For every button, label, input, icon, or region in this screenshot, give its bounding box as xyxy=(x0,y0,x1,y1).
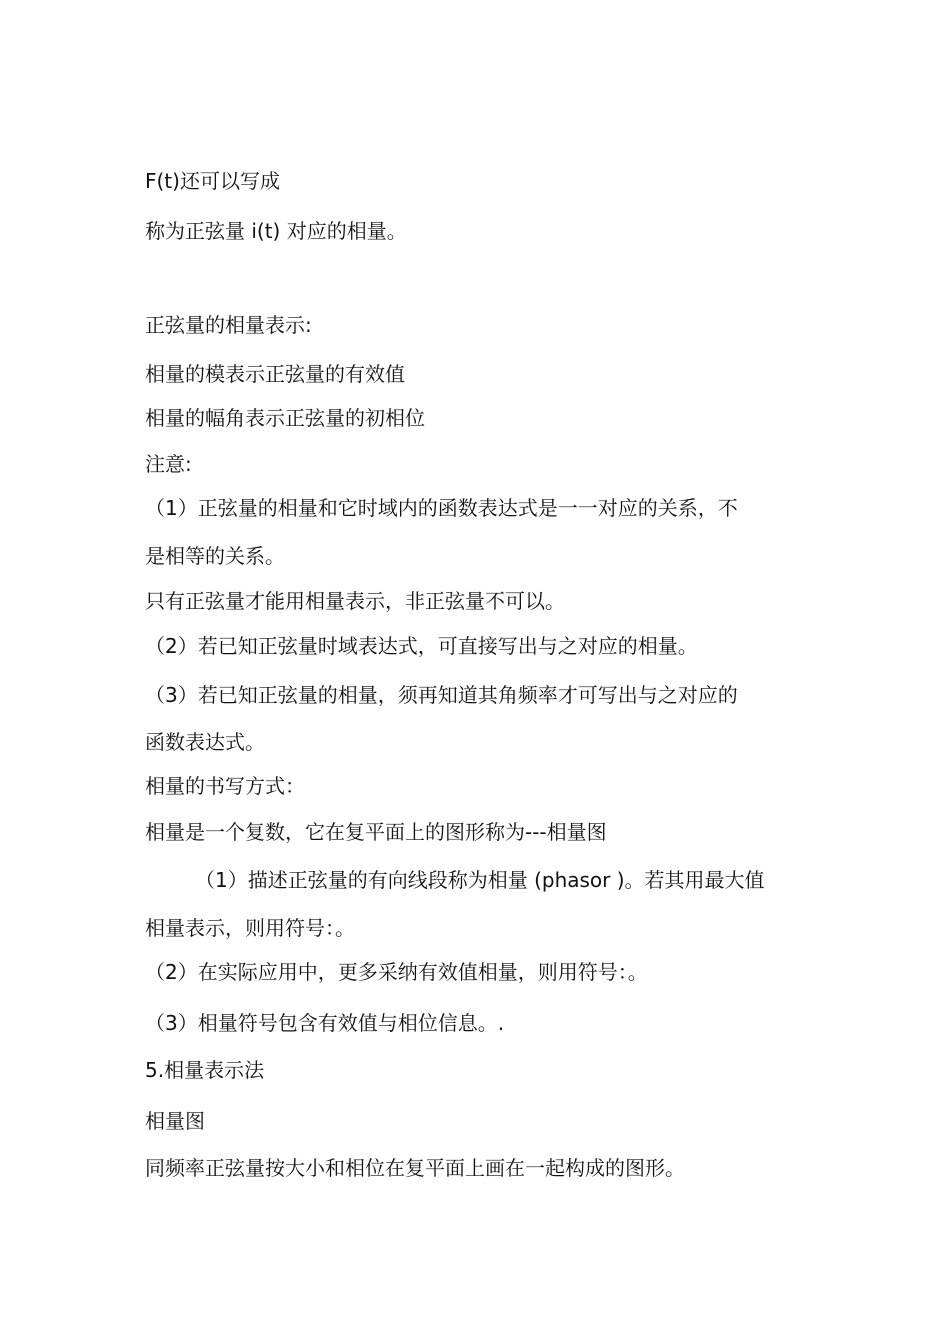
text-line: 同频率正弦量按大小和相位在复平面上画在一起构成的图形。 xyxy=(145,1156,685,1180)
text-line: 相量的幅角表示正弦量的初相位 xyxy=(145,406,425,430)
text-line: （3）相量符号包含有效值与相位信息。. xyxy=(145,1011,505,1035)
text-line: （2）在实际应用中，更多采纳有效值相量，则用符号：。 xyxy=(145,960,648,984)
text-line: （2）若已知正弦量时域表达式，可直接写出与之对应的相量。 xyxy=(145,634,698,658)
text-line: 只有正弦量才能用相量表示，非正弦量不可以。 xyxy=(145,589,565,613)
text-line: 相量的模表示正弦量的有效值 xyxy=(145,362,405,386)
section-heading: 相量的书写方式： xyxy=(145,774,305,798)
text-line: 函数表达式。 xyxy=(145,730,265,754)
text-line: 是相等的关系。 xyxy=(145,544,285,568)
note-heading: 注意: xyxy=(145,452,192,476)
text-line: （3）若已知正弦量的相量，须再知道其角频率才可写出与之对应的 xyxy=(145,683,738,707)
text-line: 相量表示，则用符号：。 xyxy=(145,916,355,940)
section-heading: 相量图 xyxy=(145,1109,205,1133)
section-heading: 5.相量表示法 xyxy=(145,1058,265,1082)
section-heading: 正弦量的相量表示: xyxy=(145,313,312,337)
text-line: F(t)还可以写成 xyxy=(145,169,280,193)
text-line: （1）正弦量的相量和它时域内的函数表达式是一一对应的关系，不 xyxy=(145,496,738,520)
text-line: 称为正弦量 i(t) 对应的相量。 xyxy=(145,219,407,243)
text-line: （1）描述正弦量的有向线段称为相量 (phasor )。若其用最大值 xyxy=(195,868,765,892)
text-line: 相量是一个复数，它在复平面上的图形称为---相量图 xyxy=(145,820,607,844)
